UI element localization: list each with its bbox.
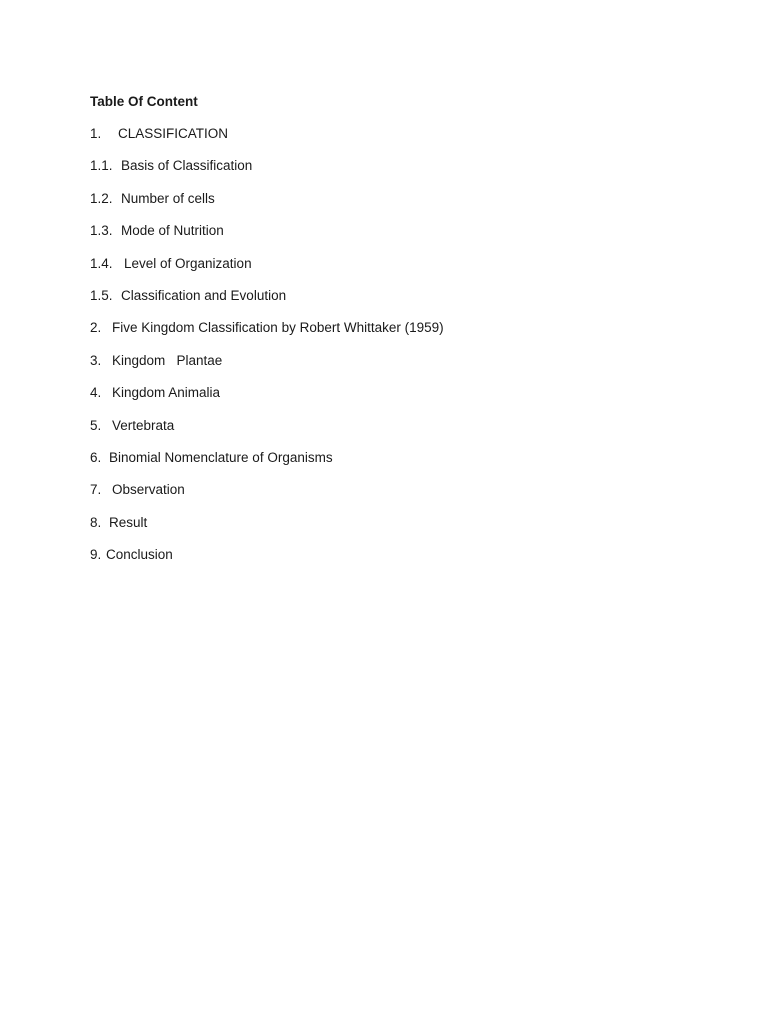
- toc-entry-3: [90, 352, 690, 370]
- toc-entry-text: Result: [109, 514, 148, 530]
- toc-entry-number: 2.: [90, 320, 102, 336]
- toc-entry-1-1: [90, 157, 690, 175]
- toc-entry-2: [90, 319, 690, 337]
- toc-entry-5: [90, 417, 690, 435]
- toc-title: Table Of Content: [90, 94, 198, 109]
- toc-list: [90, 125, 690, 564]
- toc-entry-7: [90, 481, 690, 499]
- toc-entry-9: [90, 546, 690, 564]
- table-of-contents: [90, 93, 690, 578]
- toc-entry-number: 1.: [90, 126, 102, 141]
- toc-entry-1-5: [90, 287, 690, 305]
- toc-entry-number: 9.: [90, 547, 102, 563]
- toc-entry-1-3: [90, 222, 690, 240]
- toc-entry-number: 4.: [90, 385, 102, 401]
- toc-entry-1-2: [90, 190, 690, 208]
- toc-entry-number: 1.2.: [90, 190, 113, 206]
- toc-entry-8: [90, 514, 690, 532]
- toc-entry-text: Vertebrata: [112, 417, 175, 433]
- toc-entry-text: Basis of Classification: [121, 158, 253, 174]
- toc-entry-1: [90, 125, 690, 143]
- toc-entry-text: CLASSIFICATION: [118, 126, 229, 141]
- toc-entry-number: 7.: [90, 482, 102, 498]
- toc-entry-1-4: [90, 255, 690, 273]
- toc-entry-number: 6.: [90, 449, 102, 465]
- toc-entry-number: 8.: [90, 514, 102, 530]
- toc-entry-text: Level of Organization: [124, 255, 252, 271]
- toc-entry-number: 1.3.: [90, 223, 113, 239]
- toc-entry-text: Binomial Nomenclature of Organisms: [109, 449, 333, 465]
- toc-entry-number: 1.4.: [90, 255, 113, 271]
- toc-entry-text: Conclusion: [106, 547, 173, 563]
- toc-entry-number: 5.: [90, 417, 102, 433]
- toc-entry-number: 1.1.: [90, 158, 113, 174]
- toc-entry-text: Kingdom Plantae: [112, 352, 223, 368]
- toc-entry-number: 1.5.: [90, 287, 113, 303]
- toc-entry-number: 3.: [90, 352, 102, 368]
- toc-entry-6: [90, 449, 690, 467]
- toc-entry-text: Number of cells: [121, 190, 215, 206]
- toc-entry-text: Classification and Evolution: [121, 287, 287, 303]
- toc-entry-4: [90, 384, 690, 402]
- toc-entry-text: Mode of Nutrition: [121, 223, 224, 239]
- toc-entry-text: Kingdom Animalia: [112, 385, 221, 401]
- toc-entry-text: Observation: [112, 482, 185, 498]
- toc-entry-text: Five Kingdom Classification by Robert Whittaker (1959): [112, 320, 444, 336]
